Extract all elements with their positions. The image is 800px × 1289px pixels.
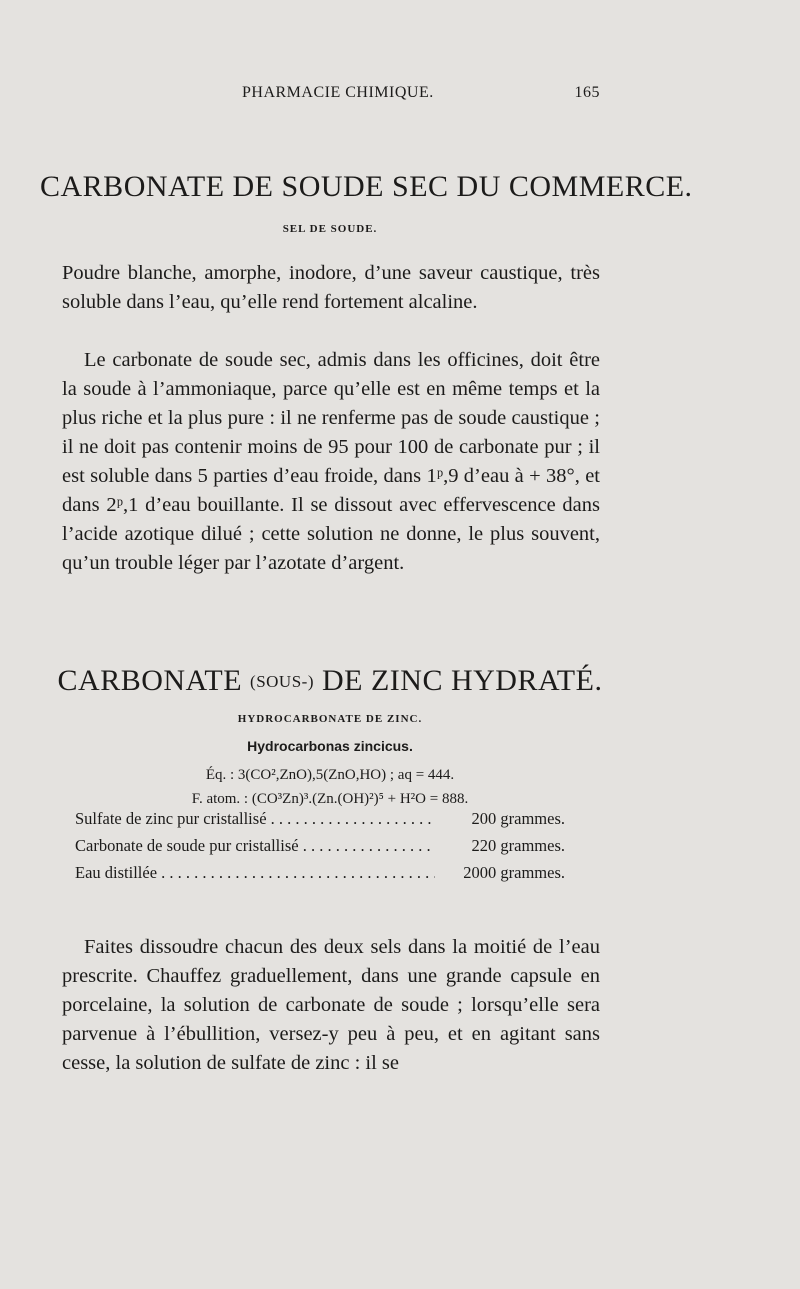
recipe-row [75,836,565,863]
latin-name: Hydrocarbonas zincicus. [247,738,413,754]
recipe-list [75,809,565,890]
section-title-carbonate-soude: CARBONATE DE SOUDE SEC DU COMMERCE. [40,170,693,203]
ingredient-name: Carbonate de soude pur cristallisé . . . [75,836,435,856]
equivalent-formula: Éq. : 3(CO²,ZnO),5(ZnO,HO) ; aq = 444. [205,767,455,783]
recipe-row [75,809,565,836]
running-title: PHARMACIE CHIMIQUE. [242,84,434,101]
page-number: 165 [574,84,600,101]
section-subtitle-sel-de-soude: SEL DE SOUDE. [282,223,378,235]
recipe-row [75,863,565,890]
ingredient-quantity: 200 grammes. [471,809,565,828]
paragraph-preparation: Faites dissoudre chacun des deux sels dans la moitié de l’eau prescrite. Chauffez graduellement, dans une grande capsule en porcelaine, la solution de carbonate de soude ; lorsqu’elle sera parvenue à l’ébullition, versez-y peu à peu, et en agitant sans cesse, la solution de sulfate de zinc : il se [62,936,600,1074]
paragraph-description: Poudre blanche, amorphe, inodore, d’une saveur caustique, très soluble dans l’eau, qu’elle rend fortement alcaline. [62,262,600,313]
section-title-carbonate-zinc [40,664,620,698]
paragraph-carbonate-sec: Le carbonate de soude sec, admis dans les officines, doit être la soude à l’ammoniaque, parce qu’elle est en même temps et la plus riche et la plus pure : il ne renferme pas de soude caustique ; il ne doit pas contenir moins de 95 pour 100 de carbonate pur ; il est soluble dans 5 parties d’eau froide, dans 1ᵖ,9 d’eau à + 38°, et dans 2ᵖ,1 d’eau bouillante. Il se dissout avec effervescence dans l’acide azotique dilué ; cette solution ne donne, le plus souvent, qu’un trouble léger par l’azotate d’argent. [62,349,600,574]
ingredient-quantity: 220 grammes. [471,836,565,855]
ingredient-name: Sulfate de zinc pur cristallisé . . . [75,809,435,829]
title-sous: (SOUS-) [250,672,314,691]
ingredient-name: Eau distillée . . . [75,863,435,883]
section-subtitle-hydrocarbonate: HYDROCARBONATE DE ZINC. [237,713,423,725]
ingredient-quantity: 2000 grammes. [463,863,565,882]
title-rest: DE ZINC HYDRATÉ. [321,664,603,697]
title-carbonate: CARBONATE [57,664,243,697]
atomic-formula: F. atom. : (CO³Zn)³.(Zn.(OH)²)⁵ + H²O = 888. [191,791,469,807]
